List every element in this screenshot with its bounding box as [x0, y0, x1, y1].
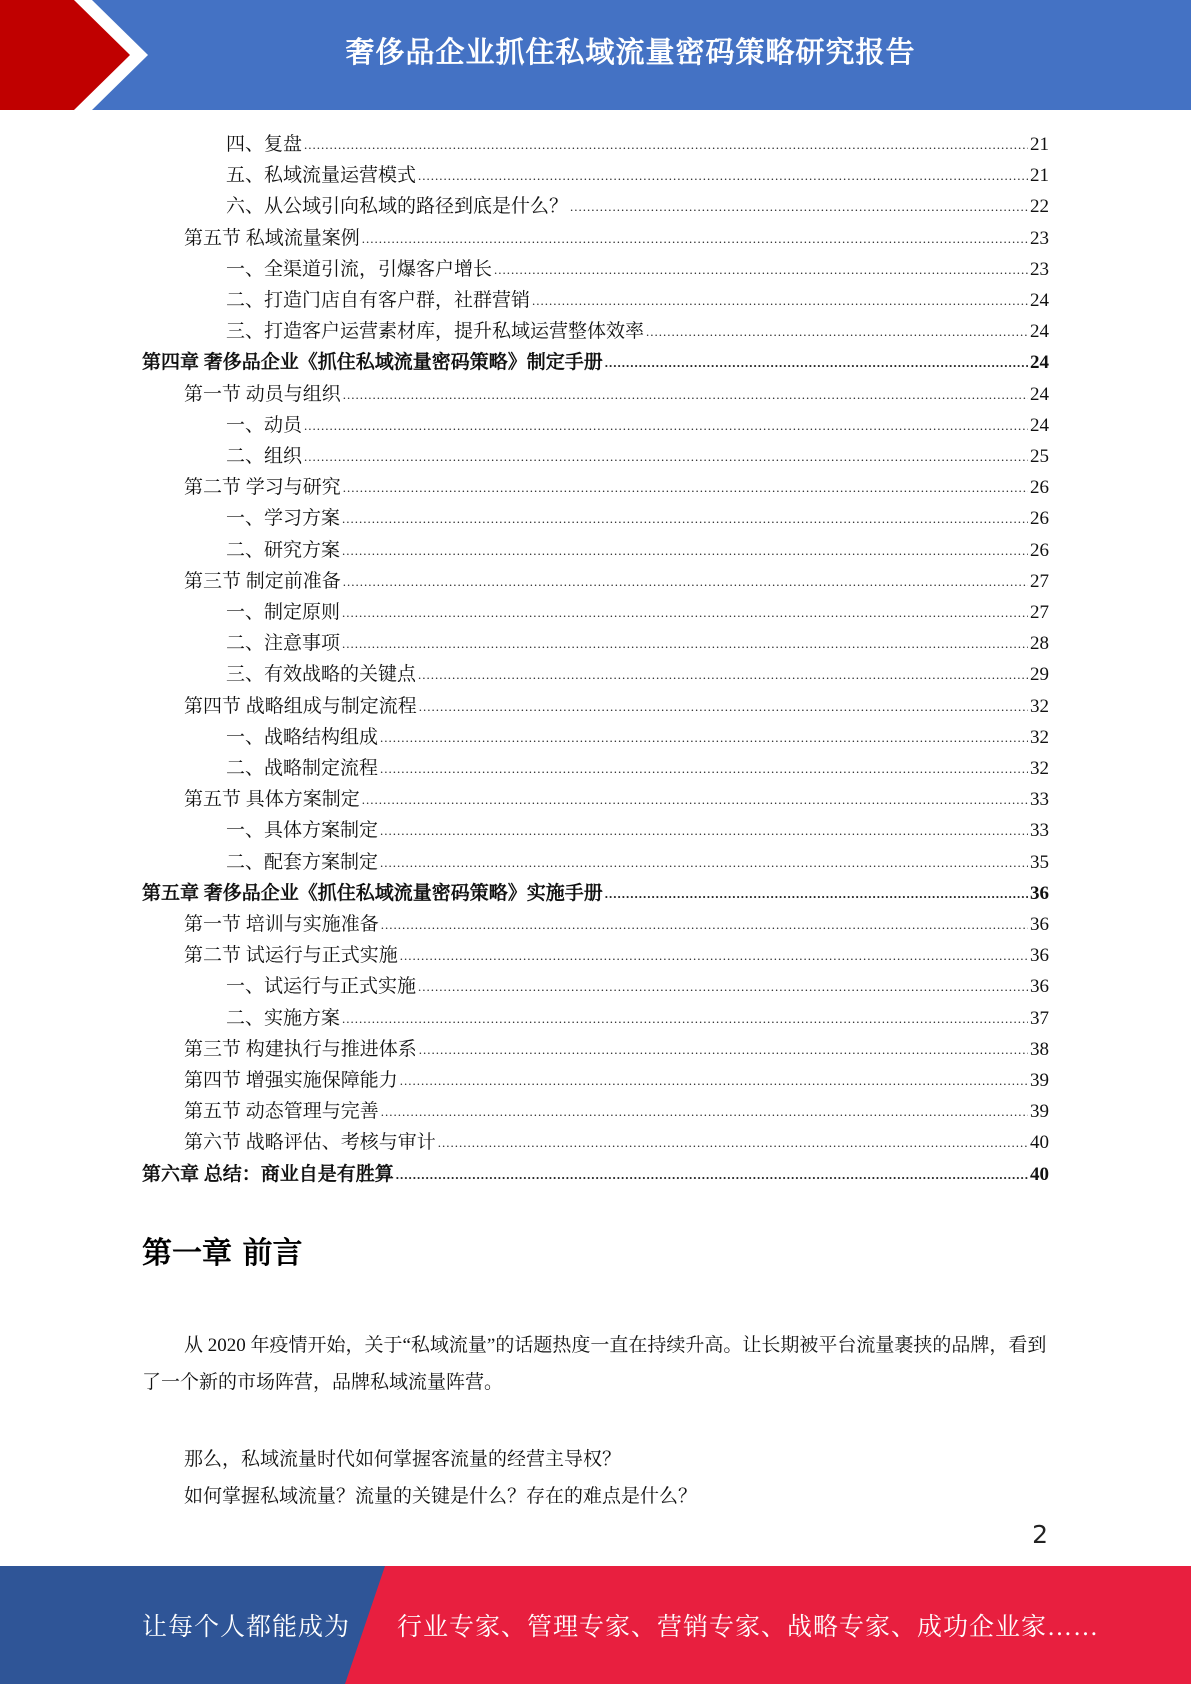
toc-dot-leader [304, 133, 1028, 157]
toc-entry-title: 一、学习方案 [226, 508, 341, 530]
toc-entry-title: 二、研究方案 [226, 539, 341, 561]
paragraph: 那么，私域流量时代如何掌握客流量的经营主导权？ [184, 1449, 622, 1470]
toc-dot-leader [380, 726, 1028, 750]
toc-entry-item[interactable] [226, 126, 1049, 157]
toc-entry-title: 第四节 增强实施保障能力 [184, 1070, 398, 1091]
toc-dot-leader [362, 227, 1028, 251]
toc-entry-page: 27 [1030, 570, 1049, 592]
toc-entry-section[interactable] [184, 1093, 1049, 1124]
toc-entry-item[interactable] [226, 656, 1049, 687]
toc-dot-leader [343, 383, 1028, 407]
footer-slogan-left: 让每个人都能成为 [142, 1614, 351, 1641]
toc-entry-item[interactable] [226, 532, 1049, 563]
report-title: 奢侈品企业抓住私域流量密码策略研究报告 [345, 34, 916, 69]
toc-entry-page: 24 [1030, 414, 1049, 436]
toc-entry-section[interactable] [184, 781, 1049, 812]
toc-entry-title: 第四章 奢侈品企业《抓住私域流量密码策略》制定手册 [142, 352, 603, 374]
toc-entry-title: 一、动员 [226, 414, 303, 436]
toc-entry-page: 33 [1030, 789, 1049, 811]
toc-entry-title: 第六章 总结：商业自是有胜算 [142, 1163, 394, 1185]
toc-entry-page: 25 [1030, 446, 1049, 467]
toc-entry-title: 二、注意事项 [226, 633, 341, 655]
toc-entry-title: 第五节 动态管理与完善 [184, 1101, 379, 1123]
toc-dot-leader [380, 851, 1028, 875]
toc-entry-page: 40 [1030, 1132, 1049, 1154]
toc-dot-leader [396, 1163, 1028, 1187]
toc-entry-item[interactable] [226, 719, 1049, 750]
toc-dot-leader [418, 663, 1028, 687]
toc-entry-page: 21 [1030, 165, 1049, 187]
toc-entry-item[interactable] [226, 594, 1049, 625]
toc-entry-page: 32 [1030, 695, 1049, 717]
toc-entry-page: 24 [1030, 352, 1049, 374]
toc-entry-title: 二、配套方案制定 [226, 851, 379, 873]
toc-entry-title: 第五节 具体方案制定 [184, 789, 360, 811]
toc-dot-leader [381, 1100, 1028, 1124]
toc-dot-leader [494, 258, 1028, 282]
toc-entry-item[interactable] [226, 157, 1049, 188]
toc-entry-title: 第二节 试运行与正式实施 [184, 945, 398, 967]
toc-entry-page: 26 [1030, 477, 1049, 499]
toc-entry-title: 三、打造客户运营素材库，提升私域运营整体效率 [226, 321, 645, 343]
toc-entry-page: 21 [1030, 134, 1049, 155]
toc-entry-page: 29 [1030, 664, 1049, 686]
paragraph: 如何掌握私域流量？流量的关键是什么？存在的难点是什么？ [184, 1486, 698, 1507]
toc-entry-title: 第三节 构建执行与推进体系 [184, 1038, 417, 1060]
chapter-heading: 第一章 前言 [142, 1236, 303, 1271]
toc-entry-title: 第四节 战略组成与制定流程 [184, 695, 417, 717]
toc-dot-leader [381, 913, 1028, 937]
toc-entry-title: 二、组织 [226, 446, 303, 467]
toc-entry-page: 32 [1030, 726, 1049, 748]
toc-dot-leader [419, 695, 1028, 719]
header-arrow-decoration [0, 0, 150, 110]
toc-entry-title: 五、私域流量运营模式 [226, 165, 417, 187]
toc-entry-page: 27 [1030, 602, 1049, 623]
toc-dot-leader [304, 445, 1028, 469]
toc-entry-page: 35 [1030, 851, 1049, 873]
toc-dot-leader [570, 195, 1028, 219]
toc-dot-leader [380, 757, 1028, 781]
toc-entry-page: 24 [1030, 290, 1049, 311]
toc-entry-item[interactable] [226, 313, 1049, 344]
toc-entry-title: 三、有效战略的关键点 [226, 664, 417, 686]
toc-entry-page: 28 [1030, 633, 1049, 655]
toc-entry-title: 一、具体方案制定 [226, 820, 379, 842]
toc-entry-page: 37 [1030, 1007, 1049, 1029]
toc-entry-chapter[interactable] [142, 1156, 1049, 1187]
toc-entry-page: 23 [1030, 227, 1049, 249]
toc-entry-section[interactable] [184, 376, 1049, 407]
toc-entry-section[interactable] [184, 937, 1049, 968]
toc-entry-item[interactable] [226, 251, 1049, 282]
toc-entry-title: 二、战略制定流程 [226, 758, 379, 779]
toc-dot-leader [605, 351, 1028, 375]
toc-entry-title: 一、制定原则 [226, 602, 341, 623]
toc-dot-leader [362, 788, 1028, 812]
toc-entry-section[interactable] [184, 563, 1049, 594]
toc-dot-leader [342, 539, 1028, 563]
toc-entry-section[interactable] [184, 1062, 1049, 1093]
toc-entry-title: 第二节 学习与研究 [184, 477, 341, 499]
toc-entry-page: 40 [1030, 1163, 1049, 1185]
toc-dot-leader [342, 507, 1028, 531]
toc-entry-item[interactable] [226, 625, 1049, 656]
toc-entry-title: 第一节 动员与组织 [184, 383, 341, 405]
toc-entry-item[interactable] [226, 407, 1049, 438]
toc-entry-chapter[interactable] [142, 875, 1049, 906]
toc-entry-page: 36 [1030, 882, 1049, 904]
toc-dot-leader [342, 632, 1028, 656]
toc-entry-section[interactable] [184, 469, 1049, 500]
toc-entry-section[interactable] [184, 220, 1049, 251]
toc-dot-leader [532, 289, 1028, 313]
footer-slogan-right: 行业专家、管理专家、营销专家、战略专家、成功企业家…… [397, 1614, 1100, 1641]
toc-entry-page: 39 [1030, 1070, 1049, 1091]
toc-entry-item[interactable] [226, 750, 1049, 781]
toc-entry-title: 第五章 奢侈品企业《抓住私域流量密码策略》实施手册 [142, 882, 603, 904]
toc-entry-page: 36 [1030, 945, 1049, 967]
toc-entry-item[interactable] [226, 188, 1049, 219]
toc-entry-page: 26 [1030, 539, 1049, 561]
toc-dot-leader [342, 601, 1028, 625]
toc-entry-chapter[interactable] [142, 344, 1049, 375]
toc-dot-leader [343, 476, 1028, 500]
toc-dot-leader [438, 1131, 1028, 1155]
toc-dot-leader [646, 320, 1028, 344]
toc-entry-page: 24 [1030, 321, 1049, 343]
toc-entry-title: 四、复盘 [226, 134, 303, 155]
toc-dot-leader [343, 570, 1028, 594]
toc-entry-title: 第三节 制定前准备 [184, 570, 341, 592]
toc-entry-item[interactable] [226, 438, 1049, 469]
toc-entry-title: 六、从公域引向私域的路径到底是什么？ [226, 196, 569, 218]
toc-entry-page: 39 [1030, 1101, 1049, 1123]
page-header [0, 0, 1191, 110]
toc-dot-leader [419, 1038, 1028, 1062]
toc-entry-item[interactable] [226, 1000, 1049, 1031]
toc-entry-item[interactable] [226, 812, 1049, 843]
toc-entry-title: 第五节 私域流量案例 [184, 227, 360, 249]
toc-entry-item[interactable] [226, 968, 1049, 999]
toc-entry-title: 二、打造门店自有客户群，社群营销 [226, 290, 531, 311]
toc-entry-page: 26 [1030, 508, 1049, 530]
toc-entry-page: 22 [1030, 196, 1049, 218]
toc-dot-leader [400, 1069, 1028, 1093]
toc-entry-page: 36 [1030, 976, 1049, 998]
toc-dot-leader [418, 975, 1028, 999]
toc-dot-leader [342, 1007, 1028, 1031]
toc-entry-page: 33 [1030, 820, 1049, 842]
toc-entry-section[interactable] [184, 1031, 1049, 1062]
toc-entry-page: 24 [1030, 383, 1049, 405]
toc-dot-leader [605, 882, 1028, 906]
toc-entry-title: 一、全渠道引流，引爆客户增长 [226, 258, 493, 280]
toc-dot-leader [418, 164, 1028, 188]
page-footer [0, 1566, 1191, 1684]
toc-entry-section[interactable] [184, 688, 1049, 719]
toc-entry-title: 第六节 战略评估、考核与审计 [184, 1132, 436, 1154]
page-number: 2 [1032, 1520, 1048, 1549]
toc-entry-page: 23 [1030, 258, 1049, 280]
toc-entry-title: 二、实施方案 [226, 1007, 341, 1029]
paragraph: 从 2020 年疫情开始，关于“私域流量”的话题热度一直在持续升高。让长期被平台流量裹挟的品牌，看到了一个新的市场阵营，品牌私域流量阵营。 [142, 1335, 1047, 1393]
toc-entry-page: 32 [1030, 758, 1049, 779]
toc-entry-item[interactable] [226, 282, 1049, 313]
toc-entry-title: 一、战略结构组成 [226, 726, 379, 748]
toc-dot-leader [400, 944, 1028, 968]
toc-entry-page: 36 [1030, 914, 1049, 935]
toc-dot-leader [304, 414, 1028, 438]
toc-entry-title: 第一节 培训与实施准备 [184, 914, 379, 935]
toc-entry-page: 38 [1030, 1038, 1049, 1060]
toc-entry-item[interactable] [226, 500, 1049, 531]
toc-entry-title: 一、试运行与正式实施 [226, 976, 417, 998]
toc-entry-item[interactable] [226, 844, 1049, 875]
toc-entry-section[interactable] [184, 1124, 1049, 1155]
toc-dot-leader [380, 819, 1028, 843]
toc-entry-section[interactable] [184, 906, 1049, 937]
